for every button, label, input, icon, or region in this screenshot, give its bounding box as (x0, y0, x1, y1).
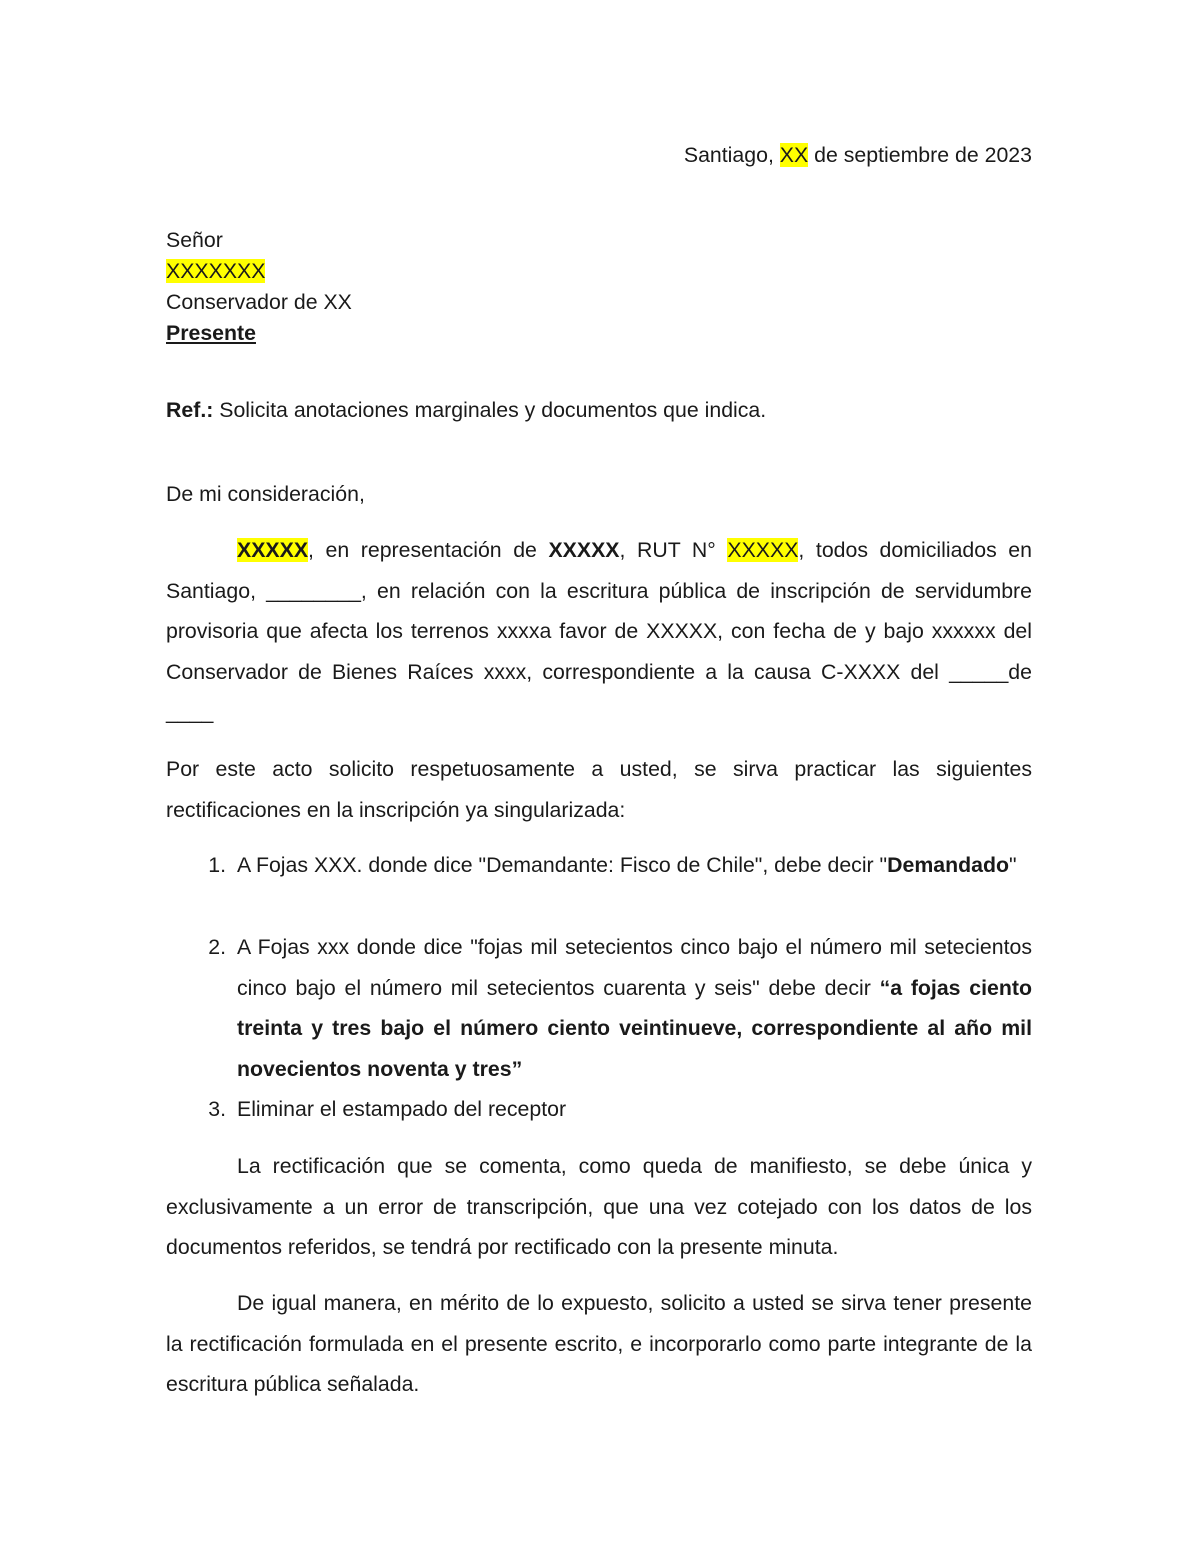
date-day-placeholder: XX (779, 143, 809, 167)
recipient-presente: Presente (166, 321, 256, 345)
recipient-office: Conservador de XX (166, 290, 352, 314)
reference-text: Solicita anotaciones marginales y documentos que indica. (213, 398, 767, 422)
list-item-1: A Fojas XXX. donde dice "Demandante: Fisco de Chile", debe decir "Demandado" (237, 853, 1017, 877)
date-city: Santiago, (683, 143, 780, 167)
greeting: De mi consideración, (166, 482, 365, 506)
list-item-3: Eliminar el estampado del receptor (237, 1097, 567, 1121)
list-item-3-number: 3. (208, 1097, 226, 1121)
list-item-2-number: 2. (208, 935, 226, 959)
represented-name: XXXXX (548, 538, 620, 562)
list-item-2: A Fojas xxx donde dice "fojas mil setecientos cinco bajo el número mil setecientos cinco bajo el número mil setecientos cuarenta y seis" debe decir “a fojas ciento treinta y tres bajo el número ciento veintinueve, correspondiente al año mil novecientos noventa y tres” (237, 935, 1032, 1081)
rut-placeholder: XXXXX (727, 538, 799, 562)
paragraph-3: La rectificación que se comenta, como queda de manifiesto, se debe única y exclusivamente a un error de transcripción, que una vez cotejado con los datos de los documentos referidos, se tendrá por rectificado con la presente minuta. (166, 1154, 1032, 1259)
date-rest: de septiembre de 2023 (808, 143, 1032, 167)
reference-label: Ref.: (166, 398, 214, 422)
recipient-name: XXXXXXX (166, 259, 266, 283)
date-line (684, 143, 1032, 168)
paragraph-4: De igual manera, en mérito de lo expuesto, solicito a usted se sirva tener presente la rectificación formulada en el presente escrito, e incorporarlo como parte integrante de la escritura pública señalada. (166, 1291, 1032, 1396)
reference-line (166, 400, 766, 421)
list-item-1-number: 1. (208, 853, 226, 877)
applicant-name: XXXXX (237, 538, 309, 562)
paragraph-1: XXXXX, en representación de XXXXX, RUT N° XXXXX, todos domiciliados en Santiago, ________, en relación con la escritura pública de inscripción de servidumbre provisoria que afecta los terrenos xxxxa favor de XXXXX, con fecha de y bajo xxxxxx del Conservador de Bienes Raíces xxxx, correspondiente a la causa C-XXXX del _____de ____ (166, 538, 1032, 724)
paragraph-2: Por este acto solicito respetuosamente a usted, se sirva practicar las siguientes rectificaciones en la inscripción ya singularizada: (166, 757, 1032, 822)
recipient-salutation: Señor (166, 228, 223, 252)
